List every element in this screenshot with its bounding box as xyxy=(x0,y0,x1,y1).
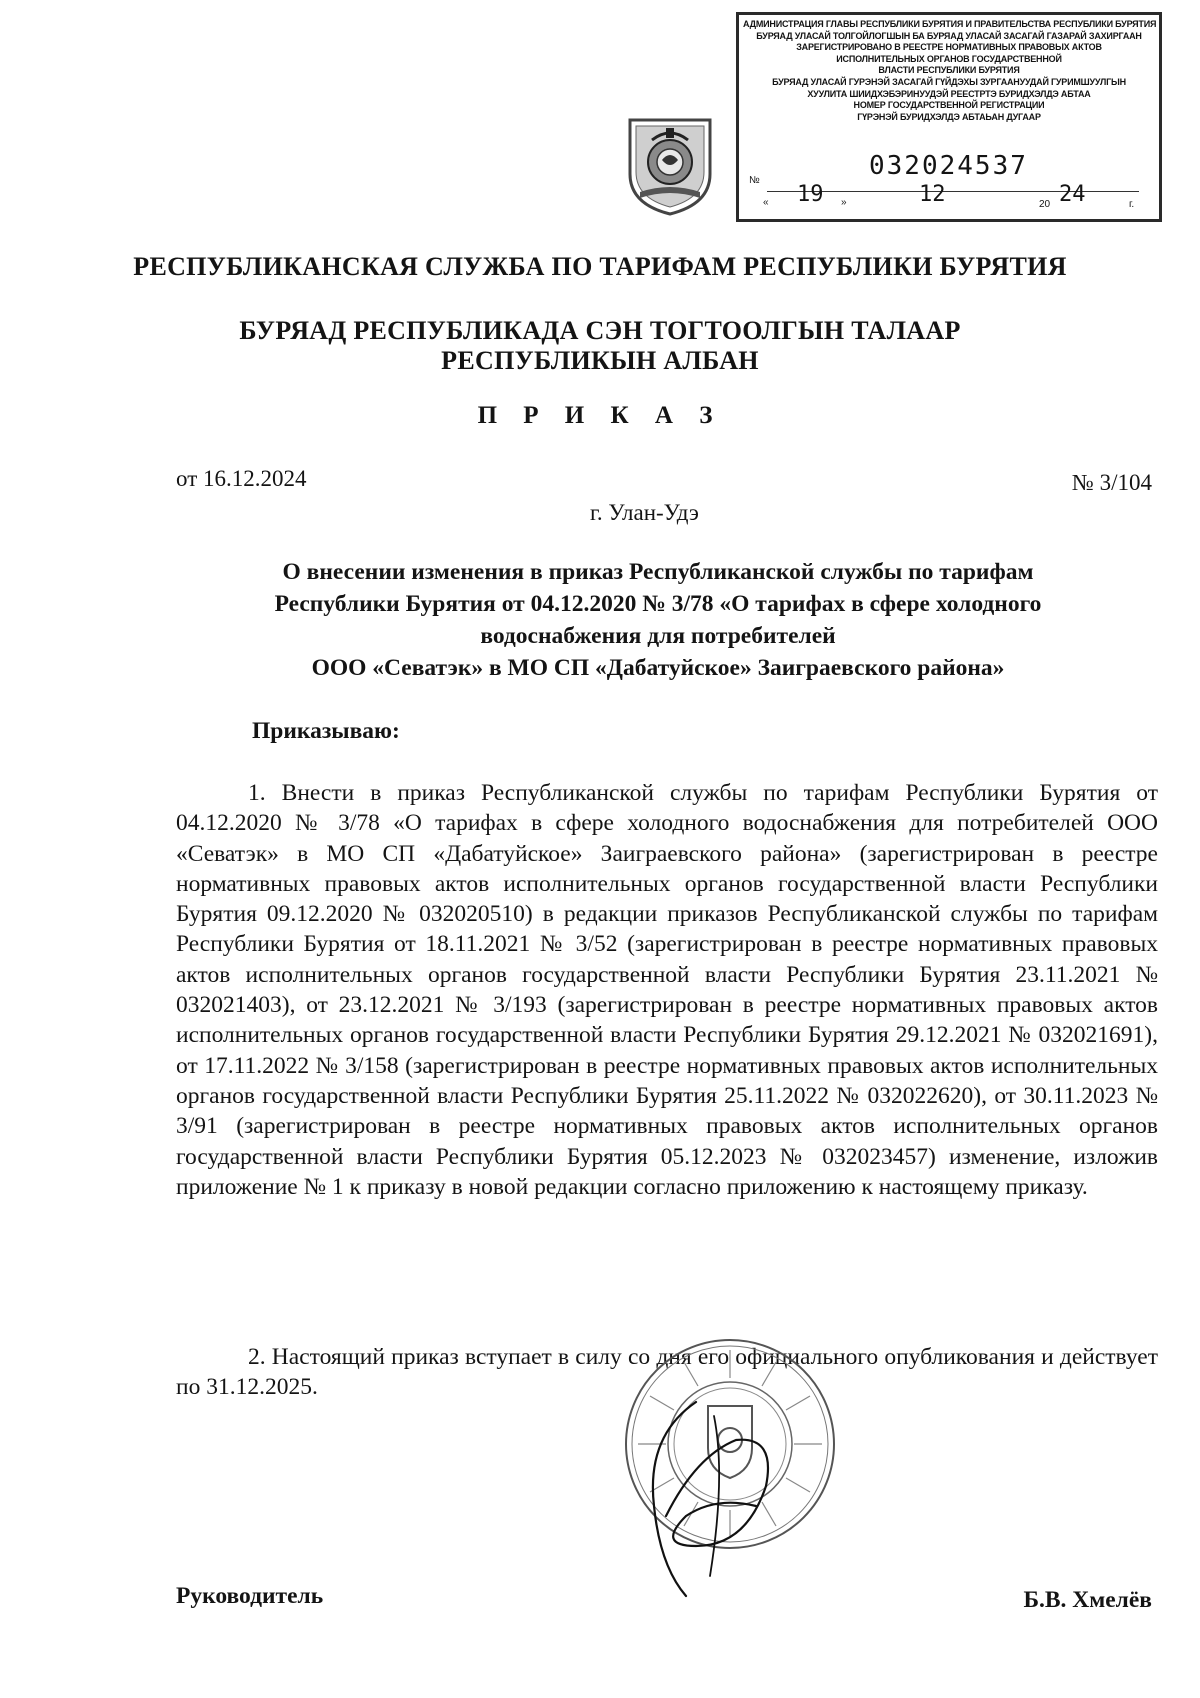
title-line: водоснабжения для потребителей xyxy=(480,623,836,649)
registration-number: 032024537 xyxy=(869,151,1028,181)
orders-label: Приказываю: xyxy=(252,718,400,744)
registration-stamp-line: ХУУЛИТА ШИИДХЭБЭРИНУУДЭЙ РЕЕСТРТЭ БУРИДХЭЛДЭ АБТАА xyxy=(807,88,1091,99)
title-line: ООО «Севатэк» в МО СП «Дабатуйское» Заиграевского района» xyxy=(311,655,1005,681)
registration-number-label: № xyxy=(749,175,760,186)
paragraph-2: 2. Настоящий приказ вступает в силу со дня его официального опубликования и действует по 31.12.2025. xyxy=(176,1344,1158,1401)
registration-date-row: « 19 » 12 20 24 г. xyxy=(763,182,1135,210)
registration-stamp-line: ЗАРЕГИСТРИРОВАНО В РЕЕСТРЕ НОРМАТИВНЫХ ПРАВОВЫХ АКТОВ xyxy=(796,42,1102,53)
registration-date-year: 24 xyxy=(1059,182,1086,207)
document-type: П Р И К А З xyxy=(477,402,723,429)
paragraph-1: 1. Внести в приказ Республиканской службы по тарифам Республики Бурятия от 04.12.2020 № 3/78 «О тарифах в сфере холодного водоснабжения для потребителей ООО «Севатэк» в МО СП «Дабатуйское» Заиграевского района» (зарегистрирован в реестре нормативных правовых актов исполнительных органов государственной власти Республики Бурятия 09.12.2020 № 032020510) в редакции приказов Республиканской службы по тарифам Республики Бурятия от 18.11.2021 № 3/52 (зарегистрирован в реестре нормативных правовых актов исполнительных органов государственной власти Республики Бурятия 23.11.2021 № 032021403), от 23.12.2021 № 3/193 (зарегистрирован в реестре нормативных правовых актов исполнительных органов государственной власти Республики Бурятия 29.12.2021 № 032021691), от 17.11.2022 № 3/158 (зарегистрирован в реестре нормативных правовых актов исполнительных органов государственной власти Республики Бурятия 25.11.2022 № 032022620), от 30.11.2023 № 3/91 (зарегистрирован в реестре нормативных правовых актов исполнительных органов государственной власти Республики Бурятия 05.12.2023 № 032023457) изменение, изложив приложение № 1 к приказу в новой редакции согласно приложению к настоящему приказу. xyxy=(176,780,1158,1200)
registration-stamp-line: ВЛАСТИ РЕСПУБЛИКИ БУРЯТИЯ xyxy=(878,65,1020,76)
registration-stamp xyxy=(736,12,1162,222)
document-city: г. Улан-Удэ xyxy=(590,500,699,525)
registration-stamp-line: НОМЕР ГОСУДАРСТВЕННОЙ РЕГИСТРАЦИИ xyxy=(853,100,1045,111)
title-line: О внесении изменения в приказ Республиканской службы по тарифам xyxy=(282,559,1034,585)
registration-stamp-line: БУРЯАД УЛАСАЙ ТОЛГОЙЛОГШЫН БА БУРЯАД УЛАСАЙ ЗАСАГАЙ ГАЗАРАЙ ЗАХИРГААН xyxy=(756,30,1142,41)
coat-of-arms-icon xyxy=(622,112,718,218)
document-number: № 3/104 xyxy=(1071,470,1152,495)
registration-stamp-line: ГҮРЭНЭЙ БУРИДХЭЛДЭ АБТАЬАН ДУГААР xyxy=(857,111,1041,122)
agency-name-bua-line1: БУРЯАД РЕСПУБЛИКАДА СЭН ТОГТООЛГЫН ТАЛААР xyxy=(239,316,961,345)
handwritten-signature-icon xyxy=(626,1396,786,1606)
agency-name-ru: РЕСПУБЛИКАНСКАЯ СЛУЖБА ПО ТАРИФАМ РЕСПУБЛИКИ БУРЯТИЯ xyxy=(133,252,1067,281)
document-title xyxy=(178,556,1138,684)
signatory-name: Б.В. Хмелёв xyxy=(1023,1587,1152,1613)
title-line: Республики Бурятия от 04.12.2020 № 3/78 «О тарифах в сфере холодного xyxy=(274,591,1042,617)
registration-date-month: 12 xyxy=(919,182,946,207)
agency-name-bua-line2: РЕСПУБЛИКЫН АЛБАН xyxy=(441,346,759,375)
registration-date-suffix: г. xyxy=(1129,199,1135,210)
document-date: от 16.12.2024 xyxy=(176,466,307,491)
registration-stamp-line: АДМИНИСТРАЦИЯ ГЛАВЫ РЕСПУБЛИКИ БУРЯТИЯ И ПРАВИТЕЛЬСТВА РЕСПУБЛИКИ БУРЯТИЯ xyxy=(743,19,1157,29)
registration-date-year-prefix: 20 xyxy=(1039,199,1051,210)
registration-date-day: 19 xyxy=(797,182,824,207)
registration-stamp-line: БУРЯАД УЛАСАЙ ГУРЭНЭЙ ЗАСАГАЙ ГҮЙДЭХЫ ЗУРГААНУУДАЙ ГУРИМШУУЛГЫН xyxy=(772,76,1126,87)
registration-stamp-line: ИСПОЛНИТЕЛЬНЫХ ОРГАНОВ ГОСУДАРСТВЕННОЙ xyxy=(836,53,1062,64)
registration-stamp-text xyxy=(743,19,1155,123)
signatory-position: Руководитель xyxy=(176,1583,324,1609)
